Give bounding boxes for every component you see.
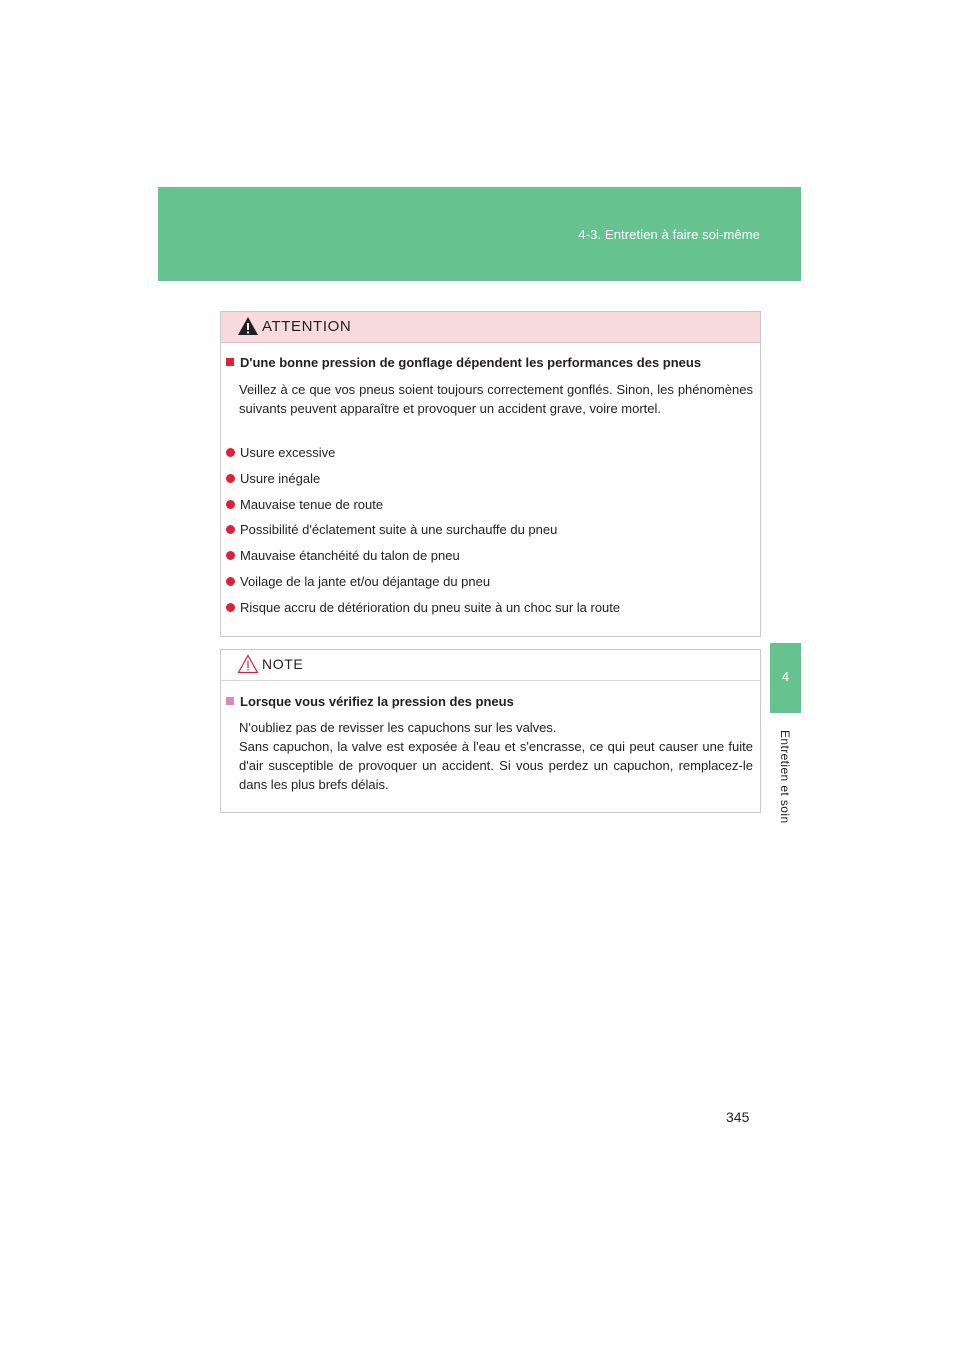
- attention-list: [226, 443, 620, 624]
- bullet-dot-icon: [226, 525, 235, 534]
- chapter-header: [158, 187, 801, 281]
- attention-label: ATTENTION: [262, 318, 352, 335]
- note-label: NOTE: [262, 656, 304, 672]
- attention-box: [220, 311, 761, 637]
- bullet-dot-icon: [226, 448, 235, 457]
- chapter-side-label: Entretien et soin: [778, 730, 792, 824]
- section-square-icon: [226, 697, 234, 705]
- note-line-2: Sans capuchon, la valve est exposée à l'eau et s'encrasse, ce qui peut causer une fuite d'air susceptible de provoquer un accident. Si vous perdez un capuchon, remplacez-le dans les plus brefs délais.: [239, 739, 753, 792]
- attention-header: [221, 312, 760, 343]
- bullet-dot-icon: [226, 577, 235, 586]
- list-item: Usure excessive: [226, 443, 620, 469]
- bullet-dot-icon: [226, 500, 235, 509]
- list-item: Voilage de la jante et/ou déjantage du pneu: [226, 572, 620, 598]
- warning-triangle-icon: [237, 316, 259, 336]
- chapter-number: 4: [781, 669, 790, 684]
- caution-triangle-icon: [237, 654, 259, 674]
- chapter-tab: [770, 643, 801, 713]
- list-item: Mauvaise tenue de route: [226, 495, 620, 521]
- chapter-title: 4-3. Entretien à faire soi-même: [578, 227, 760, 242]
- list-item: Mauvaise étanchéité du talon de pneu: [226, 546, 620, 572]
- note-line-1: N'oubliez pas de revisser les capuchons sur les valves.: [239, 720, 557, 735]
- attention-section-title: [226, 355, 701, 370]
- section-square-icon: [226, 358, 234, 366]
- note-section-text: Lorsque vous vérifiez la pression des pneus: [240, 694, 514, 709]
- list-item: Possibilité d'éclatement suite à une surchauffe du pneu: [226, 520, 620, 546]
- bullet-dot-icon: [226, 551, 235, 560]
- note-header: [221, 650, 760, 681]
- bullet-dot-icon: [226, 603, 235, 612]
- page-number: 345: [726, 1109, 750, 1125]
- note-section-title: [226, 694, 514, 709]
- attention-section-text: D'une bonne pression de gonflage dépendent les performances des pneus: [240, 355, 702, 370]
- list-item: Risque accru de détérioration du pneu suite à un choc sur la route: [226, 598, 620, 624]
- list-item: Usure inégale: [226, 469, 620, 495]
- bullet-dot-icon: [226, 474, 235, 483]
- attention-intro: Veillez à ce que vos pneus soient toujours correctement gonflés. Sinon, les phénomènes suivants peuvent apparaître et provoquer un accident grave, voire mortel.: [239, 382, 753, 416]
- note-box: [220, 649, 761, 813]
